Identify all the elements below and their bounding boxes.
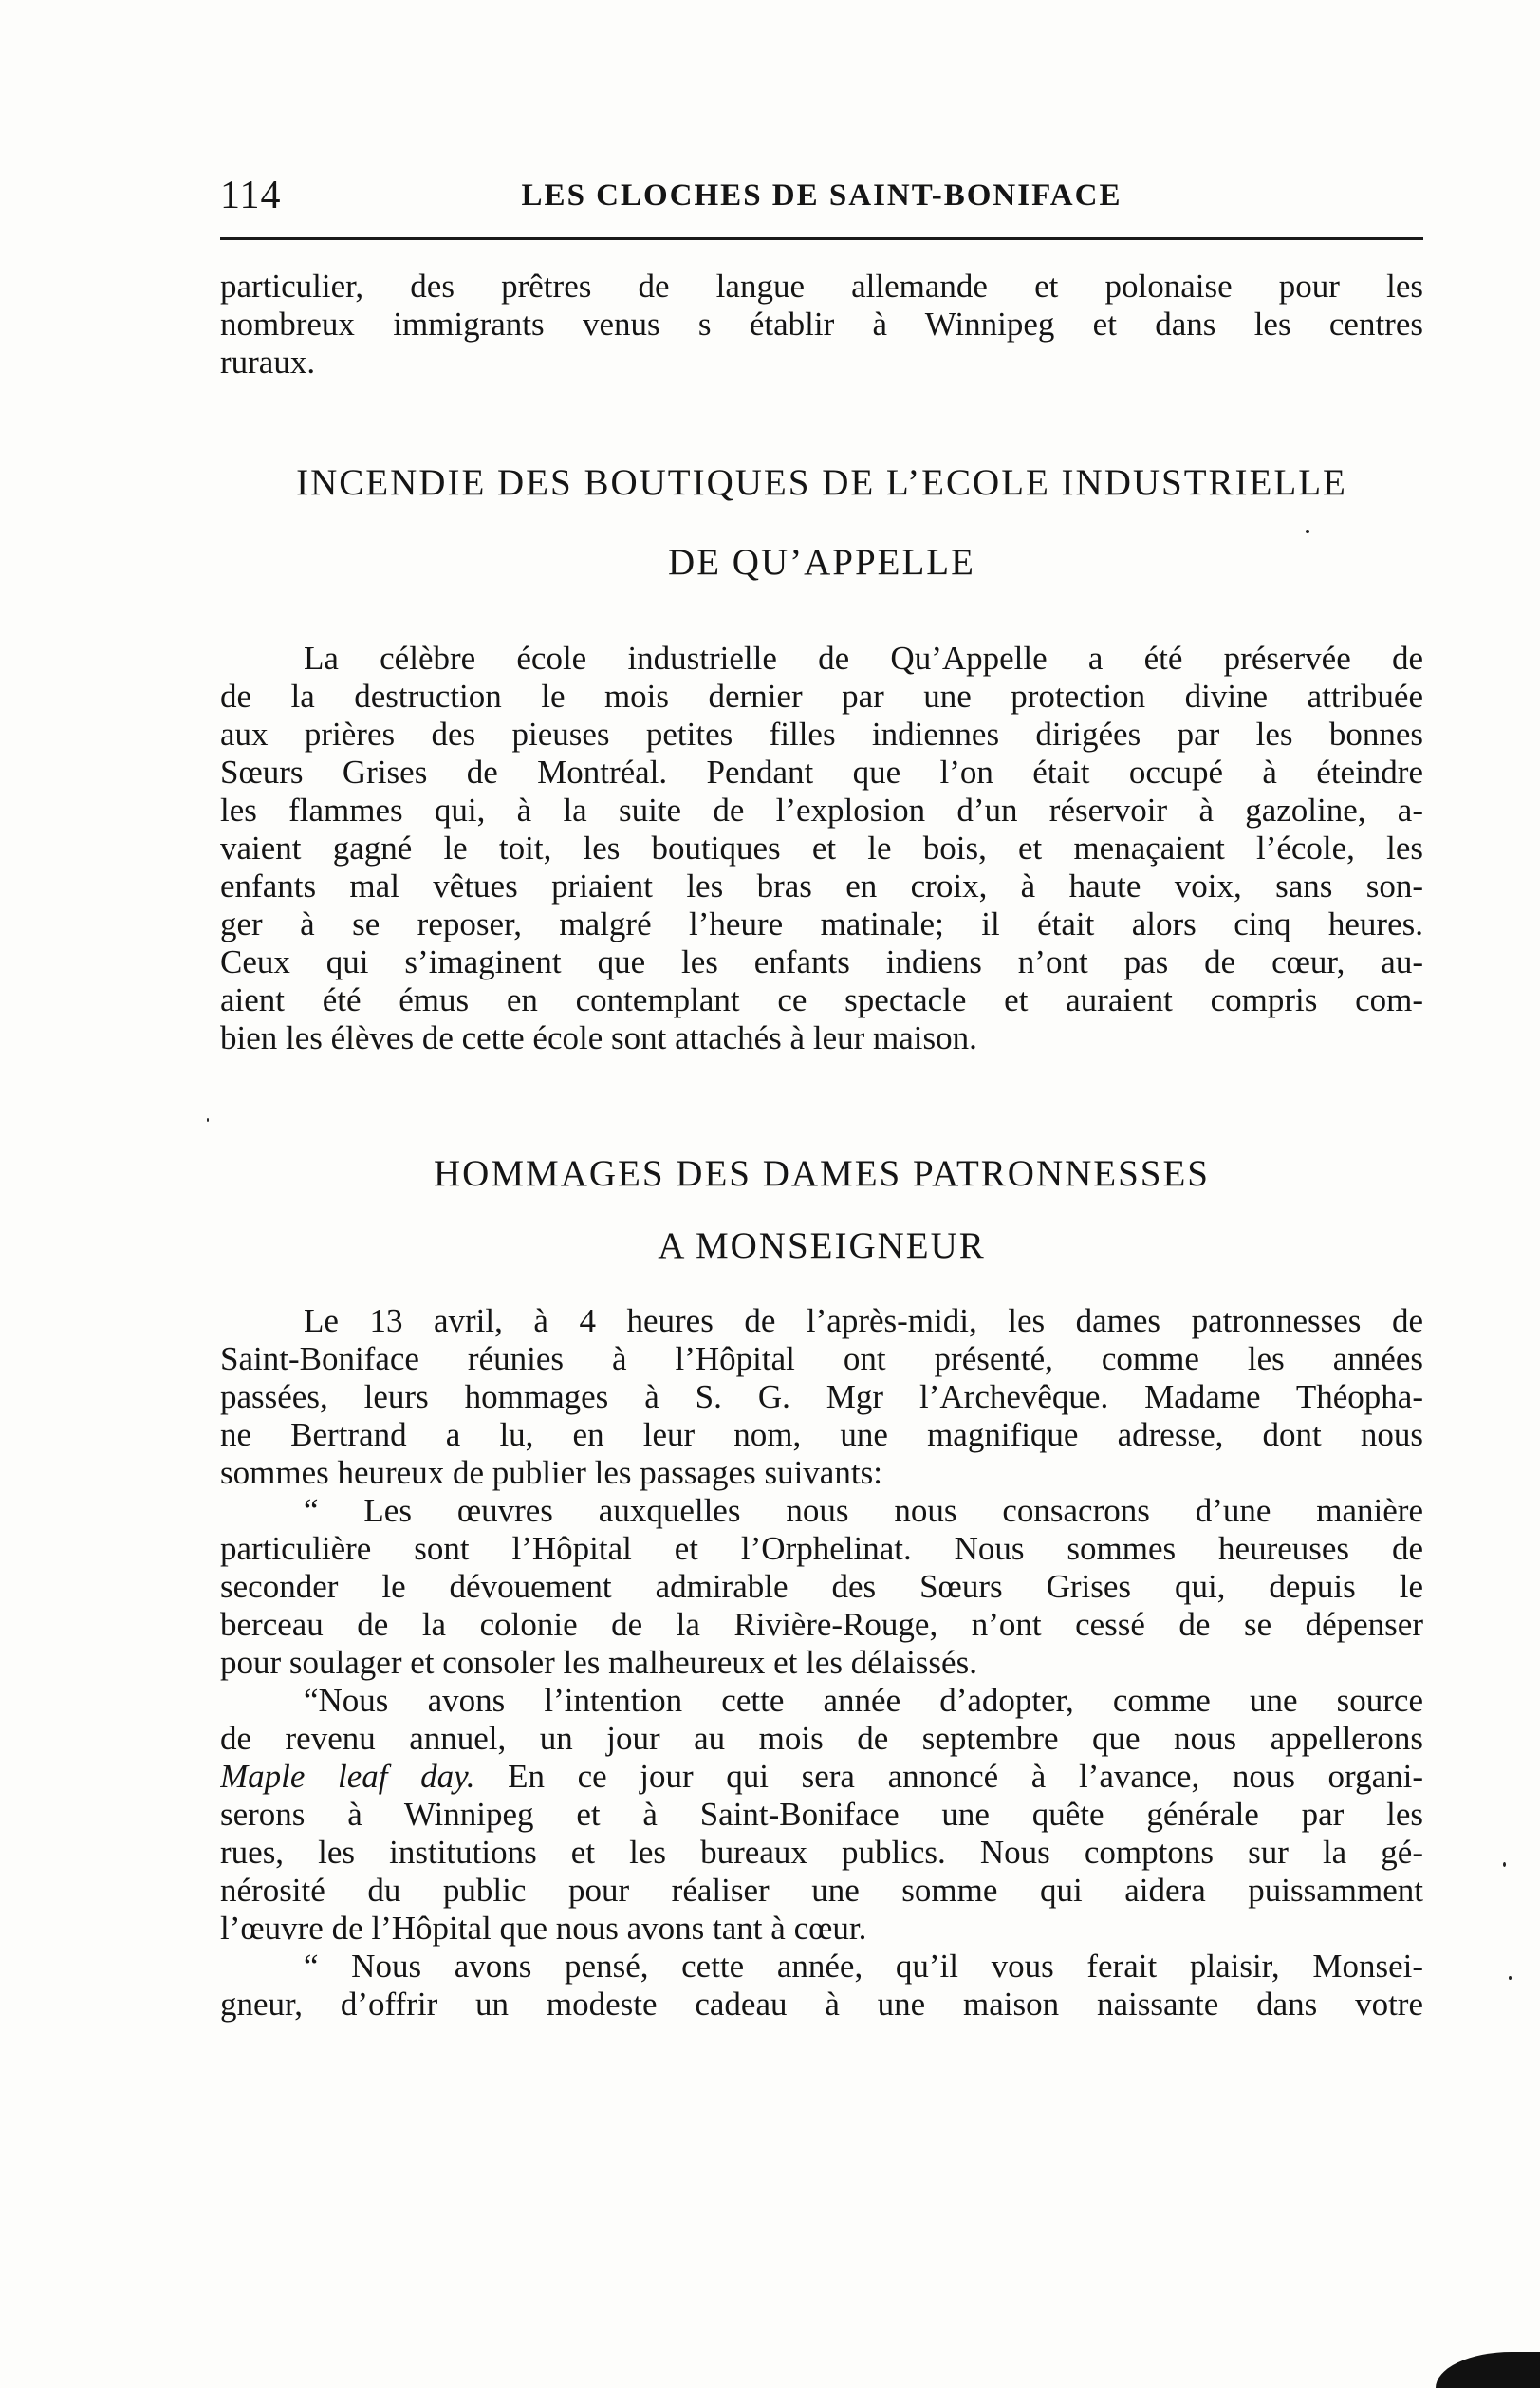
text-line: ne Bertrand a lu, en leur nom, une magnifique adresse, dont nous <box>220 1416 1423 1453</box>
text-line: ger à se reposer, malgré l’heure matinale; il était alors cinq heures. <box>220 905 1423 942</box>
text-line: Saint-Boniface réunies à l’Hôpital ont présenté, comme les années <box>220 1340 1423 1377</box>
text-line: l’œuvre de l’Hôpital que nous avons tant à cœur. <box>220 1910 867 1947</box>
text-line: “ Nous avons pensé, cette année, qu’il vous ferait plaisir, Monsei- <box>304 1948 1423 1985</box>
section1-title-line2: DE QU’APPELLE <box>668 542 975 583</box>
text-line <box>220 1758 1423 1796</box>
scan-speck <box>1509 1976 1512 1980</box>
text-line-rest: En ce jour qui sera annoncé à l’avance, nous organi- <box>508 1758 1423 1795</box>
section2-title-line1: HOMMAGES DES DAMES PATRONNESSES <box>434 1153 1210 1194</box>
text-line: “ Les œuvres auxquelles nous nous consacrons d’une manière <box>304 1492 1423 1529</box>
section1-paragraph <box>220 640 1423 1057</box>
text-line: nombreux immigrants venus s établir à Winnipeg et dans les centres <box>220 306 1423 343</box>
text-line: seconder le dévouement admirable des Sœurs Grises qui, depuis le <box>220 1568 1423 1605</box>
text-line: de la destruction le mois dernier par une protection divine attribuée <box>220 678 1423 715</box>
page-header <box>220 173 1423 220</box>
text-line: serons à Winnipeg et à Saint-Boniface une quête générale par les <box>220 1796 1423 1833</box>
intro-paragraph <box>220 268 1423 382</box>
text-line: les flammes qui, à la suite de l’explosion d’un réservoir à gazoline, a- <box>220 792 1423 829</box>
text-line: particulier, des prêtres de langue allemande et polonaise pour les <box>220 268 1423 305</box>
text-line: Le 13 avril, à 4 heures de l’après-midi, les dames patronnesses de <box>304 1302 1423 1339</box>
header-rule <box>220 237 1423 240</box>
page-number: 114 <box>220 174 282 217</box>
running-title: LES CLOCHES DE SAINT-BONIFACE <box>521 178 1123 213</box>
text-line: de revenu annuel, un jour au mois de septembre que nous appellerons <box>220 1720 1423 1757</box>
text-line: enfants mal vêtues priaient les bras en croix, à haute voix, sans son- <box>220 868 1423 905</box>
text-line: Ceux qui s’imaginent que les enfants indiens n’ont pas de cœur, au- <box>220 943 1423 980</box>
section2-title-line2: A MONSEIGNEUR <box>658 1225 986 1266</box>
text-line: pour soulager et consoler les malheureux et les délaissés. <box>220 1644 977 1681</box>
scan-speck <box>1503 1862 1506 1867</box>
text-line: vaient gagné le toit, les boutiques et le bois, et menaçaient l’école, les <box>220 830 1423 867</box>
scan-speck <box>1306 530 1309 533</box>
section1-title-line1: INCENDIE DES BOUTIQUES DE L’ECOLE INDUSTRIELLE <box>296 462 1347 503</box>
section2-text <box>220 1302 1423 2024</box>
scan-speck <box>207 1118 209 1122</box>
text-line: gneur, d’offrir un modeste cadeau à une maison naissante dans votre <box>220 1986 1423 2023</box>
text-line: rues, les institutions et les bureaux publics. Nous comptons sur la gé- <box>220 1834 1423 1871</box>
text-line: nérosité du public pour réaliser une somme qui aidera puissamment <box>220 1872 1423 1909</box>
text-line: bien les élèves de cette école sont attachés à leur maison. <box>220 1019 977 1056</box>
text-line: sommes heureux de publier les passages suivants: <box>220 1454 882 1491</box>
text-line: “Nous avons l’intention cette année d’adopter, comme une source <box>304 1682 1423 1719</box>
text-line: La célèbre école industrielle de Qu’Appelle a été préservée de <box>304 640 1423 677</box>
text-line: Sœurs Grises de Montréal. Pendant que l’on était occupé à éteindre <box>220 754 1423 791</box>
text-line: aient été émus en contemplant ce spectacle et auraient compris com- <box>220 981 1423 1018</box>
scan-corner-blot <box>1436 2352 1540 2388</box>
text-line: berceau de la colonie de la Rivière-Rouge, n’ont cessé de se dépenser <box>220 1606 1423 1643</box>
text-line: aux prières des pieuses petites filles indiennes dirigées par les bonnes <box>220 716 1423 753</box>
italic-phrase: Maple leaf day. <box>220 1758 475 1795</box>
text-line: particulière sont l’Hôpital et l’Orphelinat. Nous sommes heureuses de <box>220 1530 1423 1567</box>
text-line: passées, leurs hommages à S. G. Mgr l’Archevêque. Madame Théopha- <box>220 1378 1423 1415</box>
text-line: ruraux. <box>220 344 316 381</box>
